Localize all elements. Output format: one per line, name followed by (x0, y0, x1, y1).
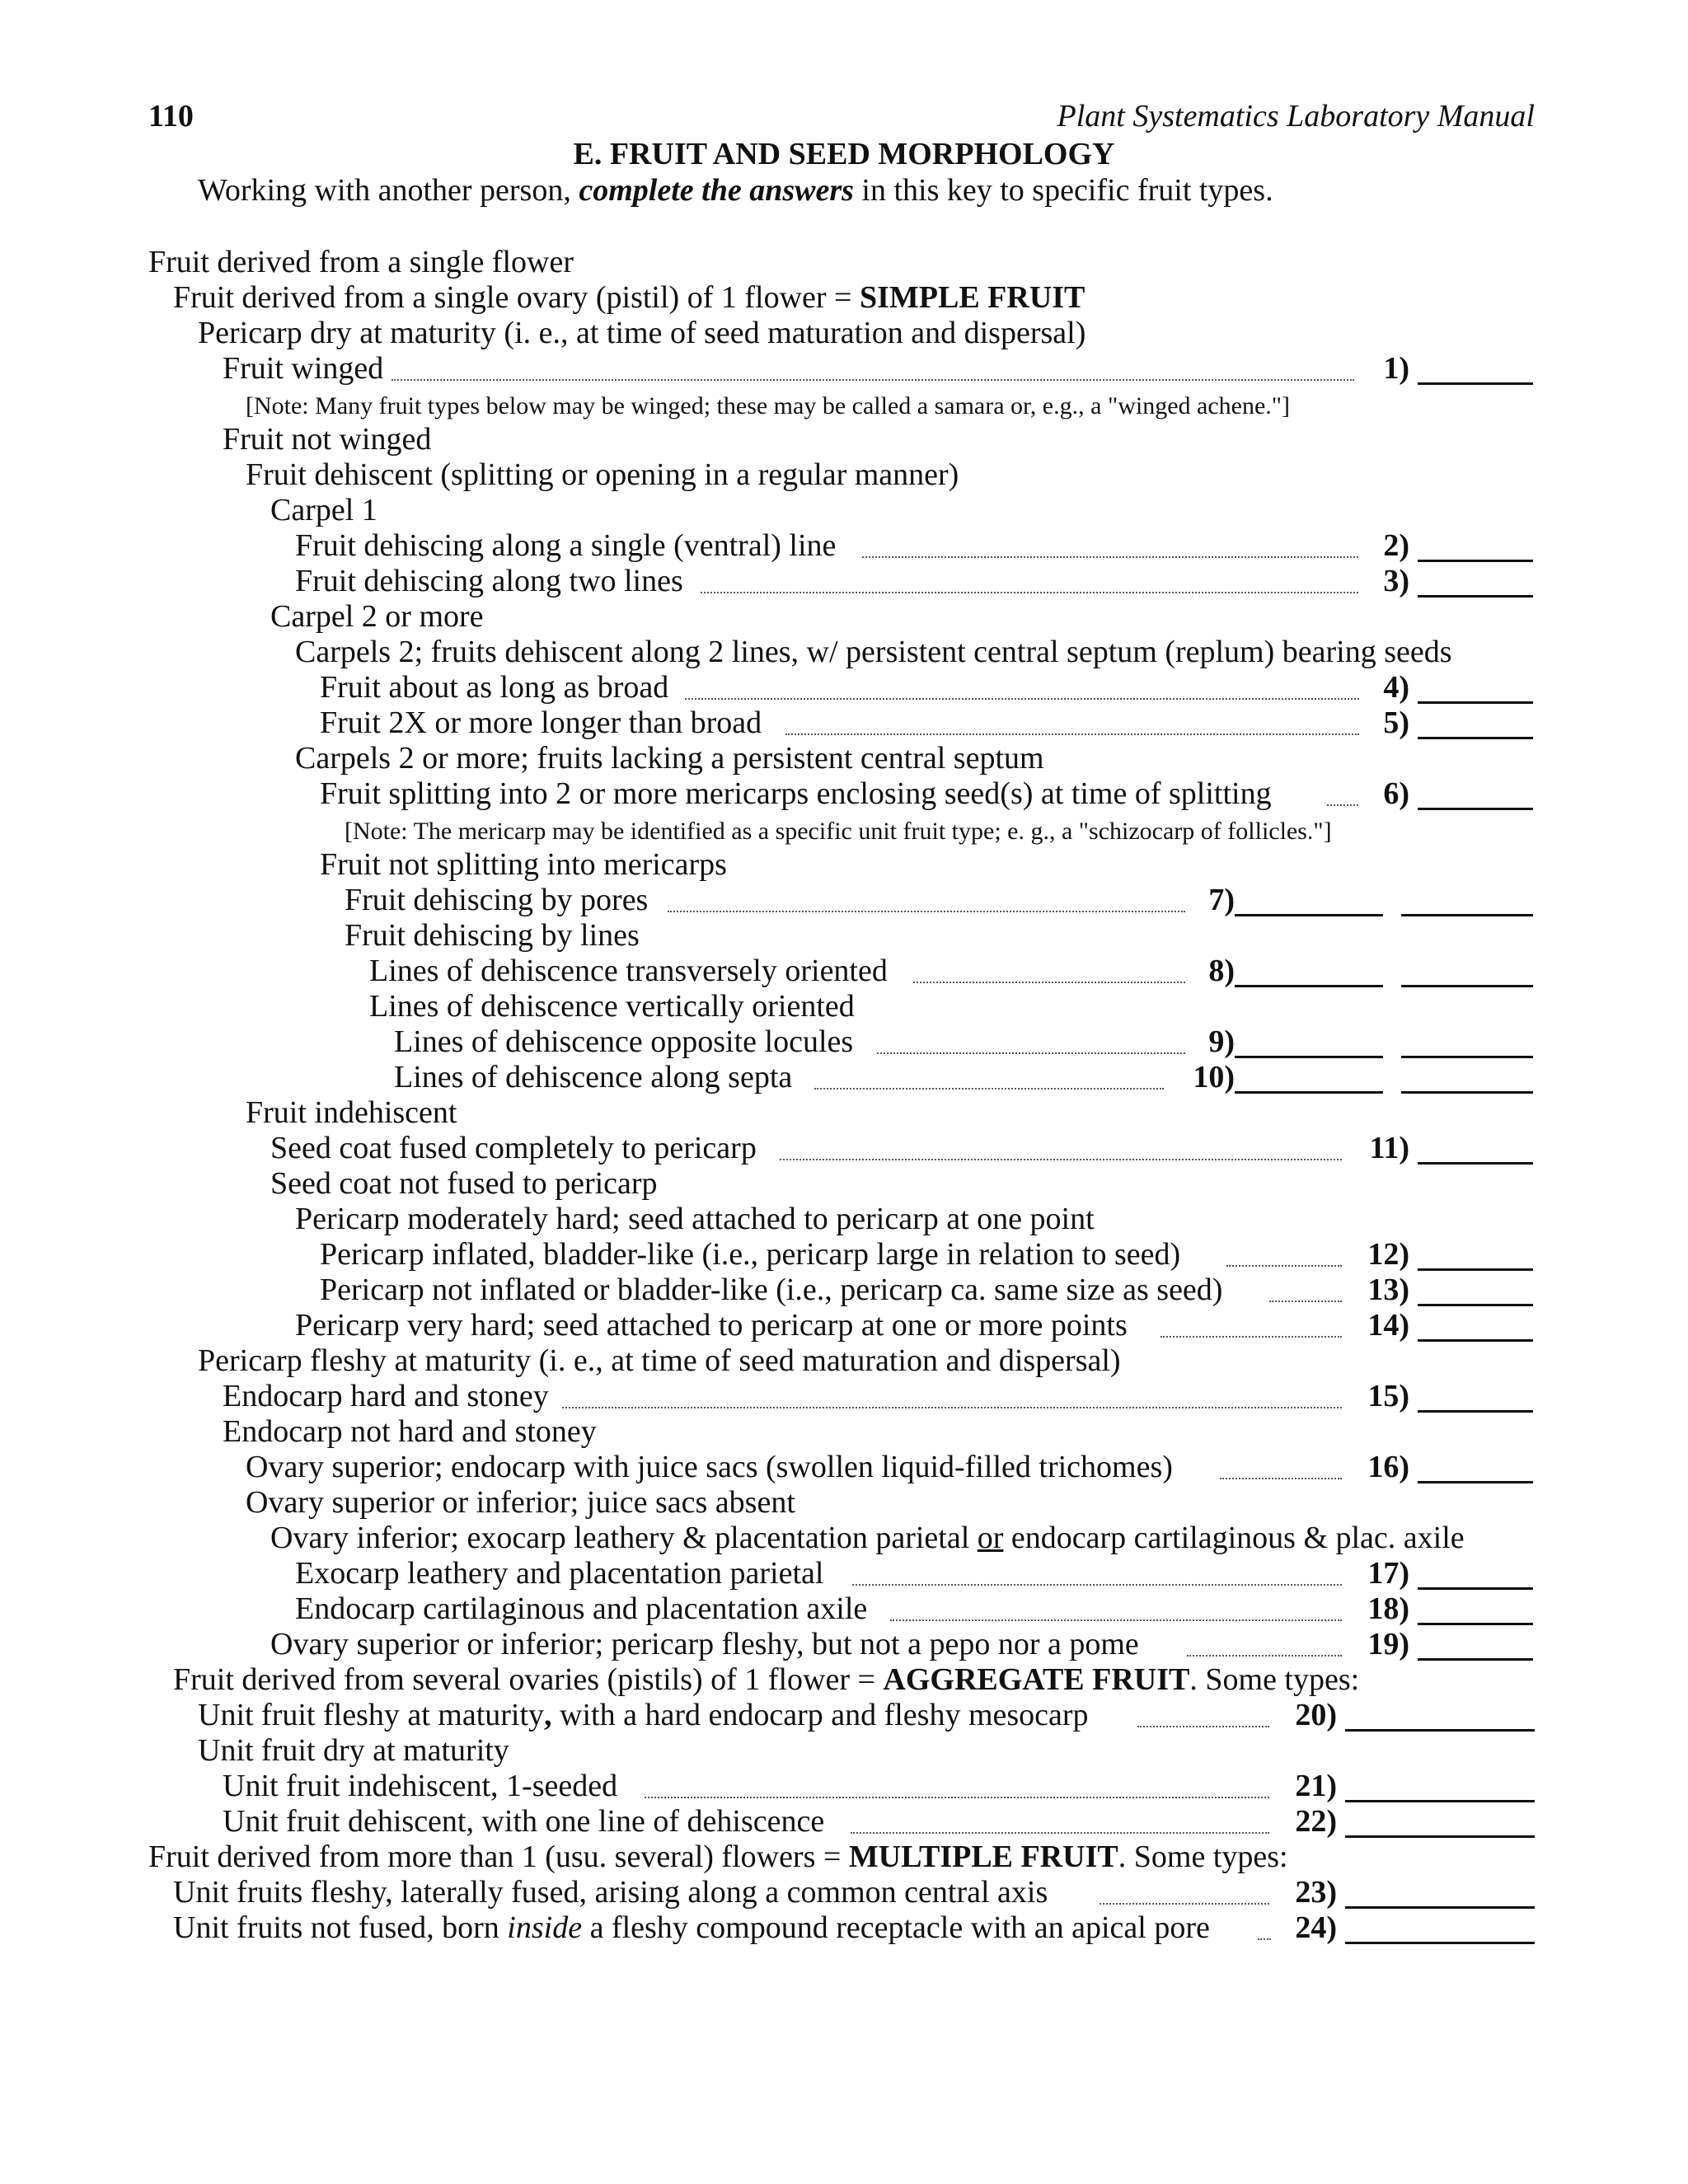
item-number: 22) (1295, 1804, 1337, 1839)
answer-blank-8b[interactable] (1401, 985, 1533, 987)
leader-dots (562, 1407, 1342, 1408)
simple-fruit-label: SIMPLE FRUIT (859, 280, 1085, 315)
answer-blank-16[interactable] (1418, 1481, 1533, 1483)
answer-blank-19[interactable] (1418, 1658, 1533, 1661)
inside-italic: inside (507, 1910, 583, 1945)
leader-dots (1100, 1903, 1269, 1905)
leader-dots (701, 592, 1358, 593)
item-number: 8) (1208, 954, 1235, 988)
answer-blank-2[interactable] (1418, 560, 1533, 562)
key-couplet-6: Fruit splitting into 2 or more mericarps enclosing seed(s) at time of splitting 6) (320, 776, 1535, 811)
key-couplet-4: Fruit about as long as broad 4) (320, 670, 1535, 705)
key-couplet-23: Unit fruits fleshy, laterally fused, arising along a common central axis 23) (173, 1875, 1535, 1910)
answer-blank-13[interactable] (1418, 1304, 1533, 1306)
answer-blank-3[interactable] (1418, 595, 1533, 598)
leader-dots (1327, 804, 1358, 806)
item-number: 3) (1383, 564, 1409, 598)
or-underlined: or (977, 1521, 1004, 1555)
key-couplet-17: Exocarp leathery and placentation parietal 17) (295, 1556, 1535, 1591)
item-number: 20) (1295, 1698, 1337, 1732)
key-couplet-2: Fruit dehiscing along a single (ventral) line 2) (295, 528, 1535, 563)
key-couplet-19: Ovary superior or inferior; pericarp fleshy, but not a pepo nor a pome 19) (270, 1627, 1535, 1661)
item-number: 5) (1383, 705, 1409, 740)
item-number: 6) (1383, 776, 1409, 811)
leader-dots (1160, 1336, 1342, 1338)
item-number: 11) (1369, 1131, 1409, 1165)
leader-dots (780, 1159, 1342, 1160)
item-number: 15) (1367, 1379, 1409, 1413)
answer-blank-12[interactable] (1418, 1268, 1533, 1271)
leader-dots (1220, 1478, 1342, 1479)
instructions-emphasis: complete the answers (579, 173, 854, 208)
leader-dots (1258, 1938, 1271, 1940)
leader-dots (890, 1619, 1342, 1621)
key-couplet-13: Pericarp not inflated or bladder-like (i.e., pericarp ca. same size as seed) 13) (320, 1272, 1535, 1307)
aggregate-fruit-label: AGGREGATE FRUIT (883, 1662, 1190, 1697)
answer-blank-6[interactable] (1418, 808, 1533, 810)
leader-dots (1226, 1265, 1342, 1267)
key-couplet-15: Endocarp hard and stoney 15) (223, 1379, 1535, 1413)
leader-dots (1187, 1655, 1342, 1657)
answer-blank-23[interactable] (1345, 1906, 1535, 1909)
note-line: [Note: Many fruit types below may be winged; these may be called a samara or, e.g., a "winged achene."] (246, 392, 1291, 419)
item-number: 13) (1367, 1272, 1409, 1307)
key-couplet-20: Unit fruit fleshy at maturity, with a hard endocarp and fleshy mesocarp 20) (198, 1698, 1535, 1732)
item-number: 4) (1383, 670, 1409, 705)
key-couplet-9: Lines of dehiscence opposite locules 9) (394, 1024, 1535, 1059)
key-couplet-12: Pericarp inflated, bladder-like (i.e., pericarp large in relation to seed) 12) (320, 1237, 1535, 1272)
answer-blank-4[interactable] (1418, 701, 1533, 704)
answer-blank-22[interactable] (1345, 1835, 1535, 1838)
leader-dots (392, 379, 1354, 381)
lab-manual-page: 110 Plant Systematics Laboratory Manual E. FRUIT AND SEED MORPHOLOGY Working with another person, complete the answers in this key to specific fruit types. Fruit derived from a single flower Fruit derived from a single ovary (pistil) of 1 flower = SIMPLE FRUIT Pericarp dry at maturity (i. e., at time of seed maturation and dispersal) Fruit winged 1) [Note: Many fruit types below may be winged; these may be called a samara or, e.g., a "winged achene."] Fruit not winged Fruit dehiscent (splitting or opening in a regular manner) Carpel 1 Fruit dehiscing along a single (ventral) line 2) Fruit dehiscing along two lines 3) Carpel 2 or more Carpels 2; fruits dehiscent along 2 lines, w/ persistent central septum (replum) bearing seeds Fruit about as long as broad 4) Fruit 2X or more longer than broad 5) Carpels 2 or more; fruits lacking a persistent central septum Fruit splitting into 2 or more mericarps enclosing seed(s) at time of splitting 6) [Note: The mericarp may be identified as a specific unit fruit type; e. g., a "schizocarp of follicles."] Fruit not splitting into mericarps Fruit dehiscing by pores 7) Fruit dehiscing by lines Lines of dehiscence transversely oriented 8) Lines of dehiscence vertically oriented Lines of dehiscence opposite locules 9) Lines of dehiscence along septa 10) Fruit indehiscent Seed coat fused completely to pericarp 11) Seed coat not fused to pericarp Pericarp moderately hard; seed attached to pericarp at one point Pericarp inflated, bladder-like (i.e., pericarp large in relation to seed) 12) Pericarp not inflated or bladder-like (i.e., pericarp ca. same size as seed) 13) Pericarp very hard; seed attached to pericarp at one or more points 14) Pericarp fleshy at maturity (i. e., at time of seed maturation and dispersal) Endocarp hard and stoney 15) Endocarp not hard and stoney Ovary superior; endocarp with juice sacs (swollen liquid-filled trichomes) 16) Ovary superior or inferior; juice sacs absent Ovary inferior; exocarp leathery & placentation parietal or endocarp cartilaginous & plac. axile Exocarp leathery and placentation parietal 17) Endocarp cartilaginous and placentation axile 18) Ovary superior or inferior; pericarp fleshy, but not a pepo nor a pome 19) Fruit derived from several ovaries (pistils) of 1 flower = AGGREGATE FRUIT. Some types: Unit fruit fleshy at maturity, with a hard endocarp and fleshy mesocarp 20) Unit fruit dry at maturity Unit fruit indehiscent, 1-seeded 21) Unit fruit dehiscent, with one line of dehiscence 22) Fruit derived from more than 1 (usu. several) flowers = MULTIPLE FRUIT. Some types: Unit fruits fleshy, laterally fused, arising along a common central axis 23) Unit fruits not fused, born inside a fleshy compound receptacle with an apical pore 24) (0, 0, 1688, 2184)
key-couplet-7: Fruit dehiscing by pores 7) (345, 883, 1535, 917)
item-number: 24) (1295, 1910, 1337, 1945)
key-couplet-1: Fruit winged 1) (223, 351, 1535, 386)
instructions (198, 171, 1273, 209)
item-number: 14) (1367, 1308, 1409, 1343)
leader-dots (668, 911, 1185, 912)
answer-blank-7a[interactable] (1235, 914, 1383, 916)
key-couplet-8: Lines of dehiscence transversely oriented 8) (369, 954, 1535, 988)
leader-dots (785, 733, 1359, 735)
item-number: 12) (1367, 1237, 1409, 1272)
leader-dots (645, 1797, 1269, 1798)
item-number: 17) (1367, 1556, 1409, 1591)
item-number: 2) (1383, 528, 1409, 563)
leader-dots (851, 1832, 1269, 1834)
item-number: 9) (1208, 1024, 1235, 1059)
leader-dots (862, 556, 1358, 558)
book-title: Plant Systematics Laboratory Manual (1057, 99, 1535, 134)
answer-blank-1[interactable] (1418, 382, 1533, 385)
instructions-text: Working with another person, (198, 173, 579, 208)
item-number: 1) (1383, 351, 1409, 386)
item-number: 19) (1367, 1627, 1409, 1661)
key-couplet-24: Unit fruits not fused, born inside a fleshy compound receptacle with an apical pore 24) (173, 1910, 1535, 1945)
key-couplet-16: Ovary superior; endocarp with juice sacs (swollen liquid-filled trichomes) 16) (246, 1450, 1535, 1484)
answer-blank-9a[interactable] (1235, 1056, 1383, 1058)
leader-dots (877, 1052, 1185, 1054)
leader-dots (913, 982, 1185, 983)
key-couplet-10: Lines of dehiscence along septa 10) (394, 1060, 1535, 1094)
multiple-fruit-label: MULTIPLE FRUIT (848, 1840, 1118, 1874)
leader-dots (814, 1088, 1164, 1090)
answer-blank-9b[interactable] (1401, 1056, 1533, 1058)
note-line: [Note: The mericarp may be identified as a specific unit fruit type; e. g., a "schizocarp of follicles."] (345, 818, 1332, 845)
answer-blank-17[interactable] (1418, 1587, 1533, 1590)
key-couplet-14: Pericarp very hard; seed attached to pericarp at one or more points 14) (295, 1308, 1535, 1343)
key-couplet-22: Unit fruit dehiscent, with one line of dehiscence 22) (223, 1804, 1535, 1839)
item-number: 16) (1367, 1450, 1409, 1484)
item-number: 7) (1208, 883, 1235, 917)
answer-blank-7b[interactable] (1401, 914, 1533, 916)
item-number: 23) (1295, 1875, 1337, 1910)
section-title: E. FRUIT AND SEED MORPHOLOGY (573, 137, 1115, 171)
key-couplet-11: Seed coat fused completely to pericarp 11) (270, 1131, 1535, 1165)
leader-dots (685, 698, 1359, 700)
leader-dots (1137, 1726, 1269, 1727)
answer-blank-11[interactable] (1418, 1162, 1533, 1165)
answer-blank-24[interactable] (1345, 1942, 1535, 1944)
answer-blank-5[interactable] (1418, 737, 1533, 739)
key-couplet-3: Fruit dehiscing along two lines 3) (295, 564, 1535, 598)
page-number: 110 (148, 99, 194, 134)
key-couplet-5: Fruit 2X or more longer than broad 5) (320, 705, 1535, 740)
instructions-text: in this key to specific fruit types. (853, 173, 1273, 208)
answer-blank-14[interactable] (1418, 1339, 1533, 1342)
item-number: 10) (1193, 1060, 1235, 1094)
key-couplet-21: Unit fruit indehiscent, 1-seeded 21) (223, 1769, 1535, 1803)
key-couplet-18: Endocarp cartilaginous and placentation axile 18) (295, 1591, 1535, 1626)
leader-dots (1269, 1301, 1342, 1302)
answer-blank-15[interactable] (1418, 1410, 1533, 1413)
item-number: 21) (1295, 1769, 1337, 1803)
answer-blank-21[interactable] (1345, 1800, 1535, 1802)
answer-blank-10a[interactable] (1235, 1091, 1383, 1094)
answer-blank-10b[interactable] (1401, 1091, 1533, 1094)
leader-dots (852, 1584, 1342, 1586)
answer-blank-18[interactable] (1418, 1623, 1533, 1625)
answer-blank-20[interactable] (1345, 1729, 1535, 1732)
item-number: 18) (1367, 1591, 1409, 1626)
answer-blank-8a[interactable] (1235, 985, 1383, 987)
